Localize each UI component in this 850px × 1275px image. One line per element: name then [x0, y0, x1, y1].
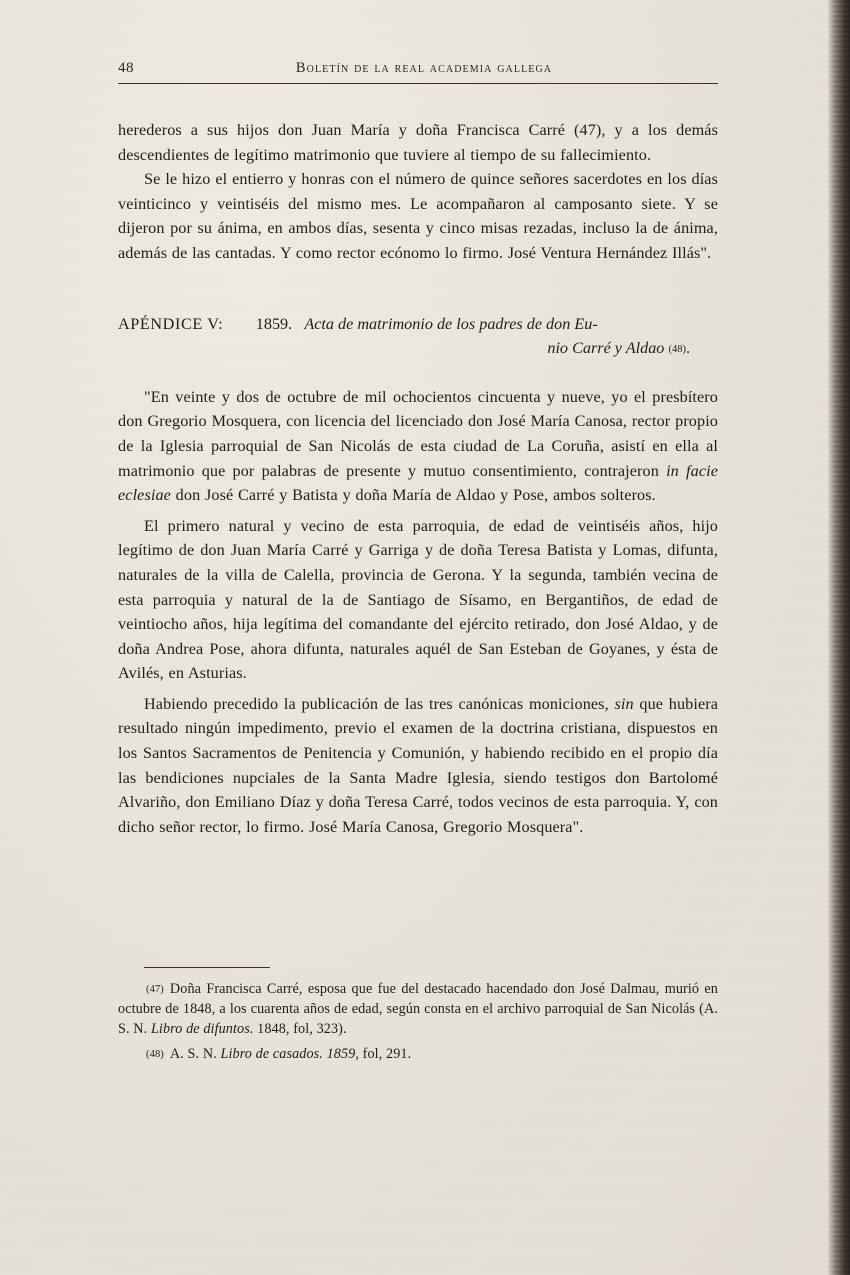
footnote-48-mark: (48): [146, 1049, 164, 1061]
footnotes-block: [118, 980, 718, 1064]
folio-number: 48: [118, 60, 134, 76]
appendix-label: APÉNDICE V:: [118, 314, 224, 333]
acta-p3-italic: sin: [614, 694, 634, 713]
spacer-before-appendix: [118, 266, 718, 312]
footnote-48-post: fol, 291.: [359, 1046, 412, 1063]
acta-paragraph-2: El primero natural y vecino de esta parroquia, de edad de veintiséis años, hijo legítimo de don Juan María Carré y Garriga y de doña Teresa Batista y Lomas, difunta, naturales de la villa de Calella, provincia de Gerona. Y la segunda, también vecina de esta parroquia y natural de la de Santiago de Sísamo, en Bergantiños, de edad de veintiocho años, hija legítima del comandante del ejército retirado, don José Aldao, y de doña Andrea Pose, ahora difunta, naturales aquél de San Esteban de Goyanes, y ésta de Avilés, en Asturias.: [118, 516, 718, 683]
appendix-title-line2: nio Carré y Aldao: [547, 339, 665, 358]
footnote-48-pre: A. S. N.: [169, 1046, 221, 1063]
paragraph-funeral: Se le hizo el entierro y honras con el número de quince señores sacerdotes en los días veinticinco y veintiséis del mismo mes. Le acompañaron al camposanto siete. Y se dijeron por su ánima, en ambos días, sesenta y cinco misas rezadas, incluso la de ánima, además de las cantadas. Y como rector ecónomo lo firmo. José Ventura Hernández Illás".: [118, 170, 718, 262]
footnote-47: [118, 980, 718, 1039]
acta-p1-post: don José Carré y Batista y doña María de Aldao y Pose, ambos solteros.: [170, 486, 656, 505]
acta-p3-pre: Habiendo precedido la publicación de las tres canónicas moniciones,: [144, 694, 615, 713]
footnote-48-italic: Libro de casados. 1859,: [220, 1046, 360, 1063]
acta-p3-post: que hubiera resultado ningún impedimento, previo el examen de la doctrina cristiana, dispuestos en los Santos Sacramentos de Penitencia y Comunión, y habiendo recibido en el propio día las bendiciones nupciales de la Santa Madre Iglesia, siendo testigos don Bartolomé Alvariño, don Emiliano Díaz y doña Teresa Carré, todos vecinos de esta parroquia. Y, con dicho señor rector, lo firmo. José María Canosa, Gregorio Mosquera".: [118, 694, 719, 836]
page-content: [118, 60, 718, 1071]
running-title: boletín de la real academia gallega: [295, 60, 553, 76]
acta-p1-italic: in facie eclesiae: [118, 461, 719, 505]
acta-p1-pre: "En veinte y dos de octubre de mil ochocientos cincuenta y nueve, yo el presbítero don Gregorio Mosquera, con licencia del licenciado don José María Canosa, rector propio de la Iglesia parroquial de San Nicolás de esta ciudad de La Coruña, asistí en ella al matrimonio que por palabras de presente y mutuo consentimiento, contrajeron: [118, 387, 718, 480]
acta-paragraph-1: [118, 385, 718, 508]
acta-paragraph-3: [118, 692, 718, 840]
appendix-heading: [118, 312, 718, 363]
footnote-47-mark: (47): [146, 984, 164, 996]
paragraph-heirs: herederos a sus hijos don Juan María y doña Francisca Carré (47), y a los demás descendientes de legítimo matrimonio que tuviere al tiempo de su fallecimiento.: [118, 121, 718, 164]
appendix-title-line1: Acta de matrimonio de los padres de don Eu-: [304, 314, 598, 333]
footnote-47-italic: Libro de difuntos.: [150, 1020, 254, 1037]
spacer-after-appendix: [118, 363, 718, 385]
appendix-footnote-mark: (48): [668, 344, 686, 356]
appendix-title-period: .: [685, 339, 690, 358]
appendix-title-line2-wrap: [118, 336, 718, 363]
footnote-47-post: 1848, fol, 323).: [253, 1020, 347, 1037]
appendix-year: 1859.: [255, 314, 293, 333]
header-rule: [118, 83, 718, 84]
footnote-separator-rule: [144, 967, 270, 968]
spacer-before-footnotes: [118, 839, 718, 967]
footnote-47-pre: Doña Francisca Carré, esposa que fue del destacado hacendado don José Dalmau, murió en octubre de 1848, a los cuarenta años de edad, según consta en el archivo parroquial de San Nicolás (A. S. N.: [118, 981, 718, 1037]
page-header: [118, 60, 718, 77]
scan-edge-shadow: [828, 0, 850, 1275]
footnote-48: [118, 1045, 718, 1065]
